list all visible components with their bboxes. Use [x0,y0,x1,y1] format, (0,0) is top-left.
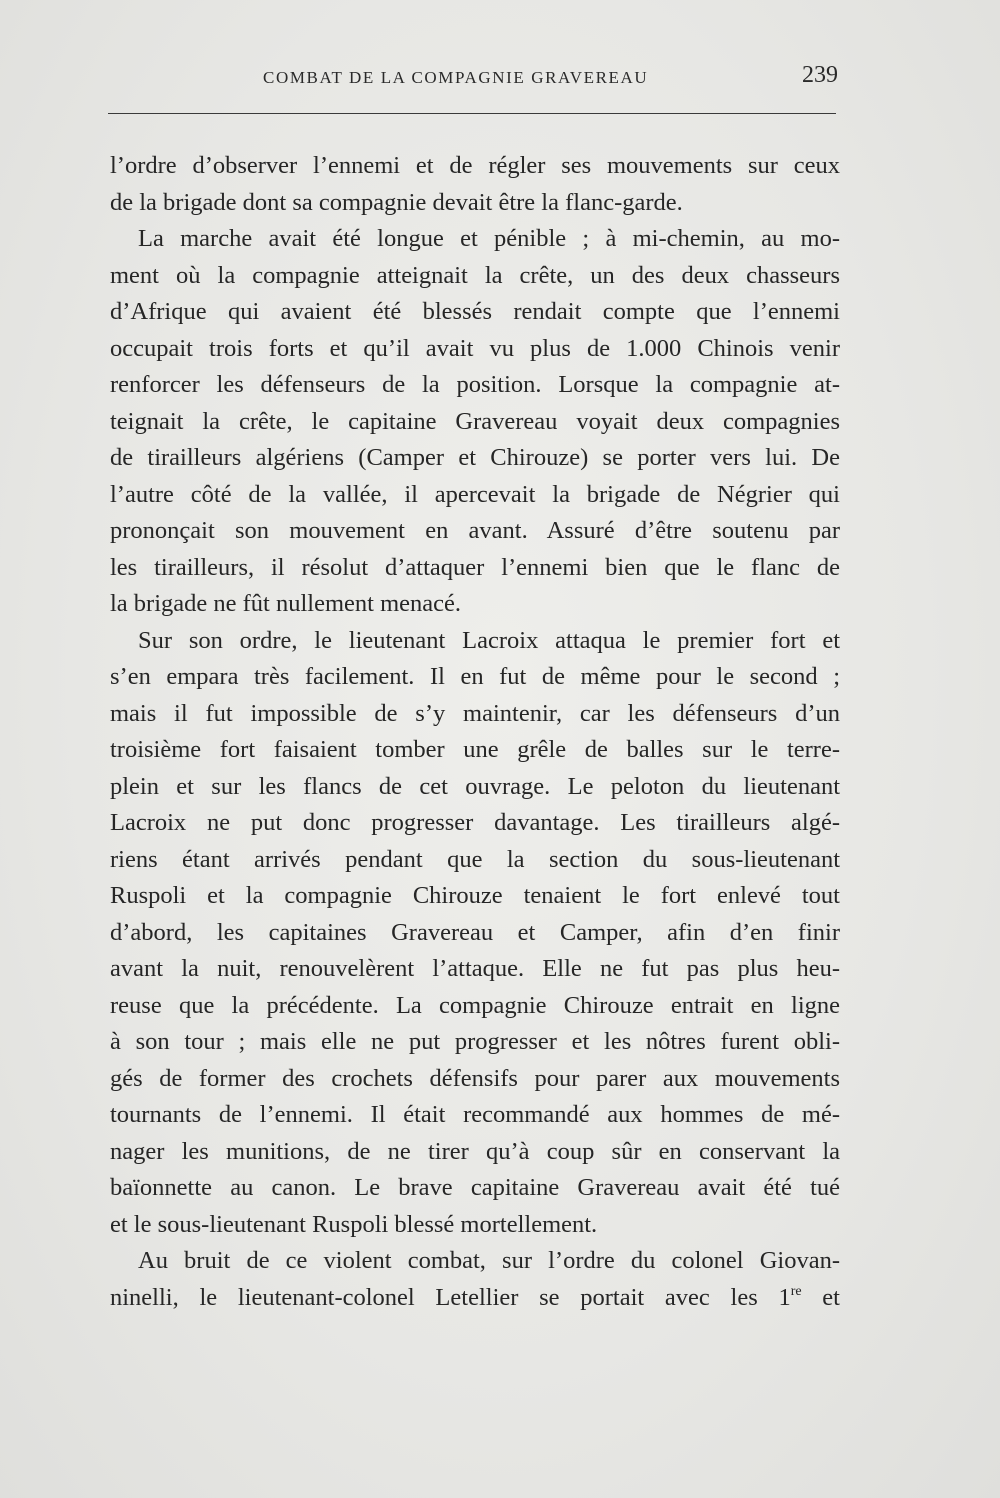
text-fragment: et [801,1283,840,1311]
text-line: Au bruit de ce violent combat, sur l’ordre du colonel Giovan- [138,1247,840,1274]
text-line: plein et sur les flancs de cet ouvrage. Le peloton du lieutenant [110,772,840,800]
text-line: les tirailleurs, il résolut d’attaquer l’ennemi bien que le flanc de [110,553,840,581]
text-line: Ruspoli et la compagnie Chirouze tenaient le fort enlevé tout [110,882,840,909]
header-rule [108,113,836,114]
paragraph-2 [110,221,840,623]
page-number: 239 [802,62,838,88]
text-line: Lacroix ne put donc progresser davantage. Les tirailleurs algé- [110,809,840,836]
text-line: troisième fort faisaient tomber une grêle de balles sur le terre- [110,736,840,763]
text-line: s’en empara très facilement. Il en fut de même pour le second ; [110,663,840,690]
text-line-with-superscript [110,1280,840,1317]
text-line: teignait la crête, le capitaine Gravereau voyait deux compagnies [110,407,840,435]
text-line: à son tour ; mais elle ne put progresser et les nôtres furent obli- [110,1028,840,1055]
text-line: renforcer les défenseurs de la position. Lorsque la compagnie at- [110,371,840,398]
text-line: Sur son ordre, le lieutenant Lacroix attaqua le premier fort et [138,626,840,654]
running-title: COMBAT DE LA COMPAGNIE GRAVEREAU [263,68,649,87]
text-line: la brigade ne fût nullement menacé. [110,590,462,617]
body-text [110,148,840,1316]
text-line: prononçait son mouvement en avant. Assuré d’être soutenu par [110,517,840,544]
text-line: ment où la compagnie atteignait la crête, un des deux chasseurs [110,261,840,289]
text-line: de tirailleurs algériens (Camper et Chirouze) se porter vers lui. De [110,444,840,471]
text-line: d’abord, les capitaines Gravereau et Camper, afin d’en finir [110,918,840,946]
text-line: baïonnette au canon. Le brave capitaine Gravereau avait été tué [110,1174,840,1201]
text-line: gés de former des crochets défensifs pour parer aux mouvements [110,1064,840,1092]
text-line: nager les munitions, de ne tirer qu’à coup sûr en conservant la [110,1137,840,1165]
text-line: tournants de l’ennemi. Il était recommandé aux hommes de mé- [110,1101,840,1128]
text-line: avant la nuit, renouvelèrent l’attaque. Elle ne fut pas plus heu- [110,955,840,982]
superscript-re: re [790,1283,802,1299]
paragraph-4 [110,1243,840,1316]
text-line: de la brigade dont sa compagnie devait être la flanc-garde. [110,188,683,216]
text-line: La marche avait été longue et pénible ; à mi-chemin, au mo- [138,225,840,252]
text-line: l’ordre d’observer l’ennemi et de régler ses mouvements sur ceux [110,152,840,179]
text-line: l’autre côté de la vallée, il apercevait la brigade de Négrier qui [110,480,840,508]
page-header [108,62,838,102]
text-line: occupait trois forts et qu’il avait vu plus de 1.000 Chinois venir [110,334,840,362]
text-line: reuse que la précédente. La compagnie Chirouze entrait en ligne [110,991,840,1019]
paragraph-1 [110,148,840,221]
text-line: et le sous-lieutenant Ruspoli blessé mortellement. [110,1210,598,1238]
text-line: d’Afrique qui avaient été blessés rendait compte que l’ennemi [110,298,840,325]
paragraph-3 [110,623,840,1244]
text-fragment: ninelli, le lieutenant-colonel Letellier se portait avec les 1 [110,1283,791,1311]
text-line: mais il fut impossible de s’y maintenir, car les défenseurs d’un [110,699,840,727]
text-line: riens étant arrivés pendant que la section du sous-lieutenant [110,845,840,873]
